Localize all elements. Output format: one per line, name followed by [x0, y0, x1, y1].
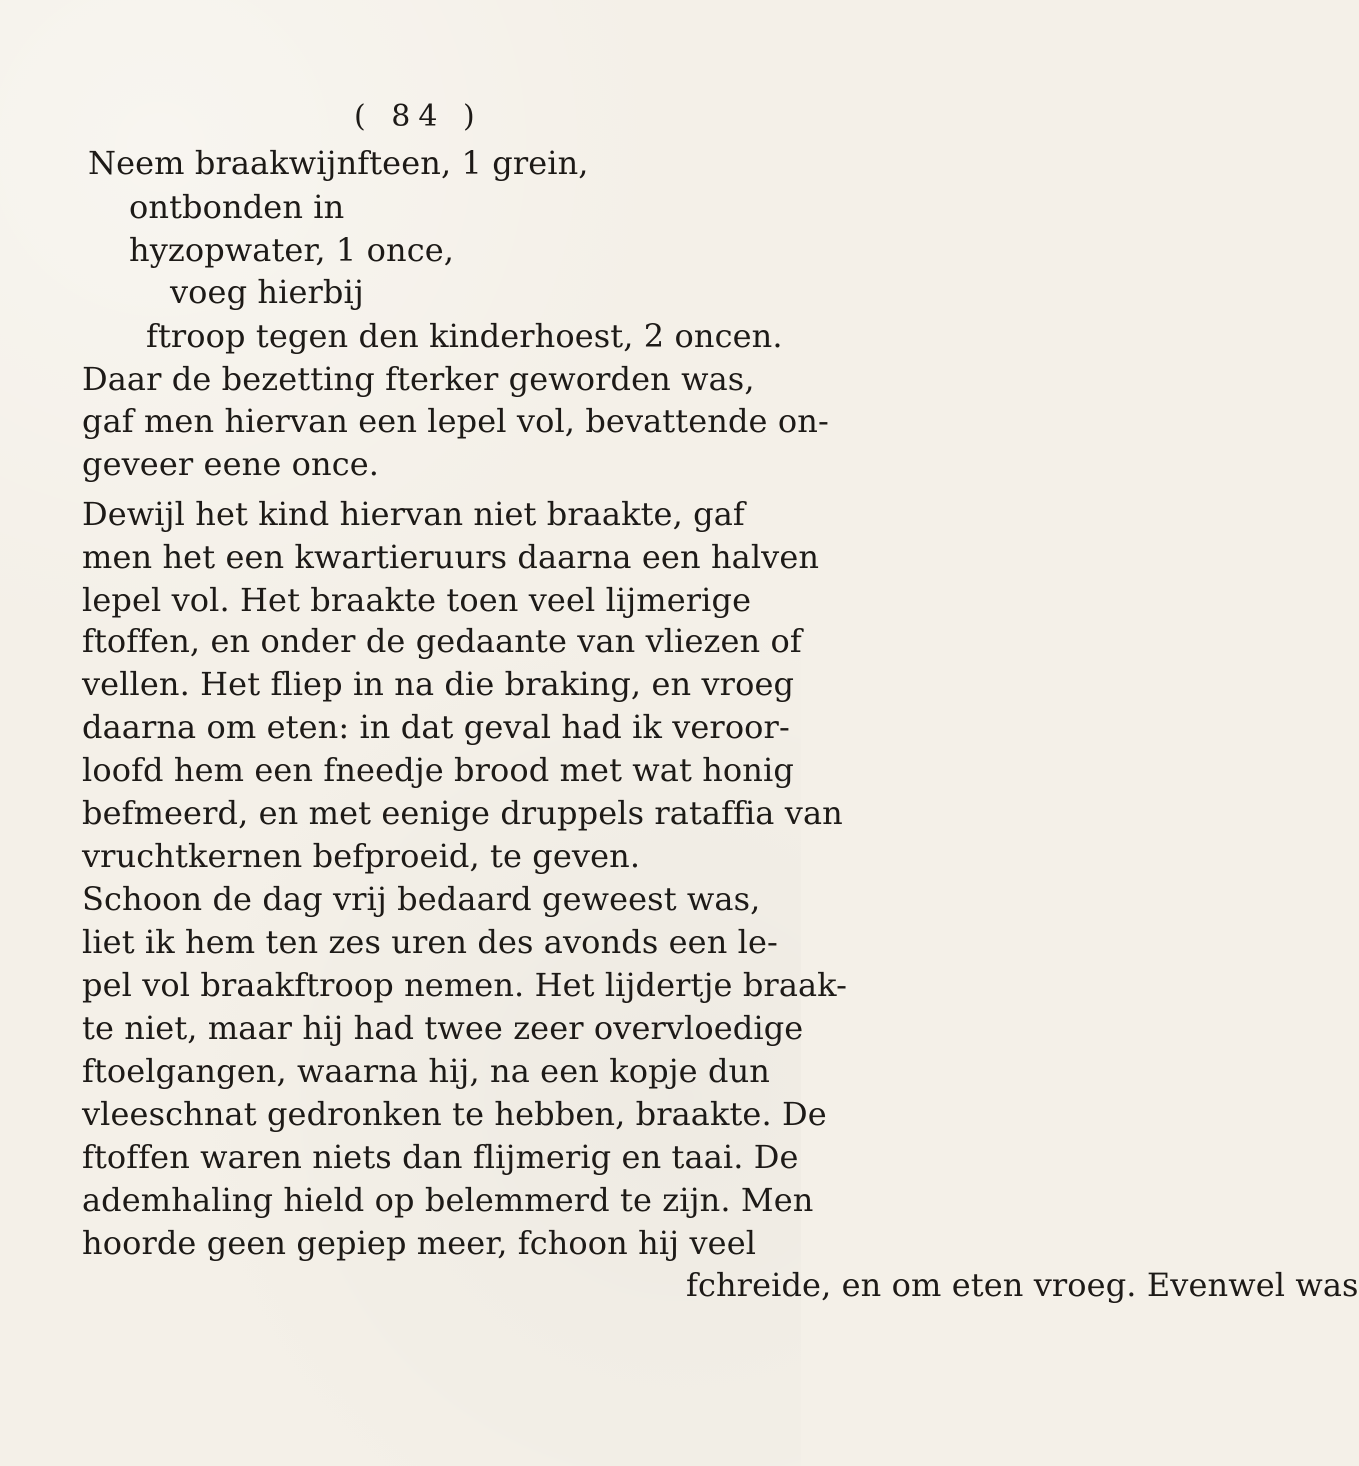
text-line: men het een kwartieruurs daarna een halven [82, 538, 820, 576]
text-line: pel vol braakftroop nemen. Het lijdertje braak- [82, 966, 848, 1004]
text-line: ftoelgangen, waarna hij, na een kopje dun [82, 1052, 770, 1090]
text-line: Schoon de dag vrij bedaard geweest was, [82, 880, 761, 918]
text-line: daarna om eten: in dat geval had ik veroor- [82, 708, 790, 746]
text-line: vleeschnat gedronken te hebben, braakte. De [82, 1095, 827, 1133]
text-line: Neem braakwijnfteen, 1 grein, [88, 144, 589, 182]
catchword: fchreide, en om eten vroeg. Evenwel was [686, 1266, 1359, 1304]
text-line: befmeerd, en met eenige druppels rataffia van [82, 794, 843, 832]
text-line: vellen. Het fliep in na die braking, en vroeg [82, 665, 795, 703]
text-line: ademhaling hield op belemmerd te zijn. Men [82, 1181, 814, 1219]
text-line: te niet, maar hij had twee zeer overvloedige [82, 1009, 804, 1047]
text-line: loofd hem een fneedje brood met wat honig [82, 751, 794, 789]
text-line: liet ik hem ten zes uren des avonds een le- [82, 923, 778, 961]
text-line: geveer eene once. [82, 445, 380, 483]
text-line: ftoffen waren niets dan flijmerig en taai. De [82, 1138, 799, 1176]
text-line: lepel vol. Het braakte toen veel lijmerige [82, 581, 752, 619]
text-line: voeg hierbij [170, 273, 364, 311]
page-number: ( 84 ) [354, 99, 483, 134]
text-line: gaf men hiervan een lepel vol, bevattende on- [82, 402, 829, 440]
text-line: ftoffen, en onder de gedaante van vliezen of [82, 622, 802, 660]
text-line: Dewijl het kind hiervan niet braakte, gaf [82, 495, 745, 533]
text-line: hyzopwater, 1 once, [129, 231, 455, 269]
text-line: vruchtkernen befproeid, te geven. [82, 837, 641, 875]
text-line: hoorde geen gepiep meer, fchoon hij veel [82, 1224, 757, 1262]
text-line: Daar de bezetting fterker geworden was, [82, 360, 755, 398]
text-line: ftroop tegen den kinderhoest, 2 oncen. [146, 317, 783, 355]
text-line: ontbonden in [129, 188, 345, 226]
